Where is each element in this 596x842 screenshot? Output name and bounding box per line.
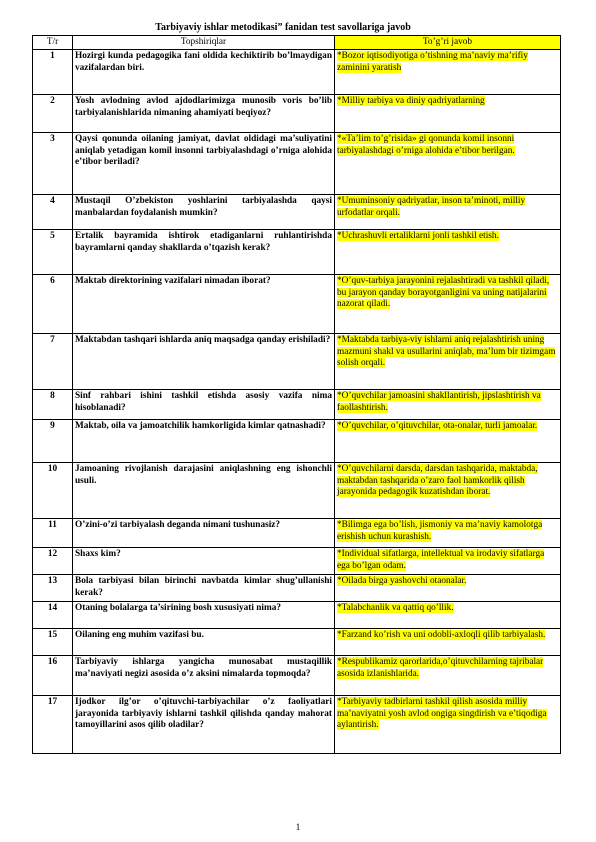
answer-text: *O’quvchilar, o’qituvchilar, ota-onalar, turli jamoalar.: [337, 421, 538, 431]
row-number: 4: [33, 195, 73, 230]
page-number: 1: [295, 823, 301, 833]
answer-text: *Umuminsoniy qadriyatlar, inson ta’minoti, milliy urfodatlar orqali.: [337, 196, 526, 218]
row-number: 12: [33, 548, 73, 575]
answer-text: *O’quvchilar jamoasini shakllantirish, jipslashtirish va faollashtirish.: [337, 391, 541, 413]
answer-text: *Farzand ko’rish va uni odobli-axloqli qilib tarbiyalash.: [337, 630, 546, 640]
table-row: [33, 334, 561, 390]
table-row: [33, 420, 561, 463]
table-row: [33, 133, 561, 195]
page-title: Tarbiyaviy ishlar metodikasi” fanidan test savollariga javob: [155, 22, 411, 33]
table-row: [33, 275, 561, 334]
table-row: [33, 602, 561, 629]
answer-text: *«Ta’lim to’g’risida» gi qonunda komil insonni tarbiyalashdagi o’rniga alohida e’tibor berilgan.: [337, 134, 515, 156]
table-row: [33, 390, 561, 420]
table-row: [33, 696, 561, 754]
table-row: [33, 50, 561, 95]
answer-text: *Bozor iqtisodiyotiga o’tishning ma’naviy ma’rifiy zaminini yaratish: [337, 51, 528, 73]
row-number: 10: [33, 463, 73, 519]
row-number: 1: [33, 50, 73, 95]
question-text: Bola tarbiyasi bilan birinchi navbatda kimlar shug’ullanishi kerak?: [73, 575, 335, 602]
answer-text: *Bilimga ega bo’lish, jismoniy va ma’naviy kamolotga erishish uchun kurashish.: [337, 520, 543, 542]
qa-table: [32, 35, 561, 754]
answer-text: *Tarbiyaviy tadbirlarni tashkil qilish asosida milliy ma’naviyatni yosh avlod ongiga singdirish va e’tiqodiga aylantirish.: [337, 697, 547, 731]
row-number: 9: [33, 420, 73, 463]
row-number: 11: [33, 519, 73, 548]
row-number: 6: [33, 275, 73, 334]
question-text: Jamoaning rivojlanish darajasini aniqlashning eng ishonchli usuli.: [73, 463, 335, 519]
answer-text: *Talabchanlik va qattiq qo’llik.: [337, 603, 454, 613]
question-text: Mustaqil O’zbekiston yoshlarini tarbiyalashda qaysi manbalardan foydalanish mumkin?: [73, 195, 335, 230]
answer-text: *Uchrashuvli ertaliklarni jonli tashkil etish.: [337, 231, 499, 241]
question-text: Tarbiyaviy ishlarga yangicha munosabat mustaqillik ma’naviyati negizi asosida o’z aksini nimalarda topmoqda?: [73, 656, 335, 696]
question-text: Maktabdan tashqari ishlarda aniq maqsadga qanday erishiladi?: [73, 334, 335, 390]
row-number: 13: [33, 575, 73, 602]
table-row: [33, 195, 561, 230]
table-row: [33, 656, 561, 696]
row-number: 2: [33, 95, 73, 133]
row-number: 7: [33, 334, 73, 390]
question-text: Ijodkor ilg’or o’qituvchi-tarbiyachilar o’z faoliyatlari jarayonida tarbiyaviy ishlarni tashkil qilishda qanday mahorat tamoyillarini asos qilib oladilar?: [73, 696, 335, 754]
question-text: Maktab direktorining vazifalari nimadan iborat?: [73, 275, 335, 334]
answer-text: *Oilada birga yashovchi otaonalar.: [337, 576, 467, 586]
question-text: Sinf rahbari ishini tashkil etishda asosiy vazifa nima hisoblanadi?: [73, 390, 335, 420]
row-number: 17: [33, 696, 73, 754]
question-text: Maktab, oila va jamoatchilik hamkorligida kimlar qatnashadi?: [73, 420, 335, 463]
header-num: T/r: [33, 36, 73, 50]
question-text: Qaysi qonunda oilaning jamiyat, davlat oldidagi ma’suliyatini aniqlab yetadigan komil insonni tarbiyalashdagi o’rniga alohida e’tibor beriladi?: [73, 133, 335, 195]
table-row: [33, 519, 561, 548]
row-number: 15: [33, 629, 73, 656]
row-number: 8: [33, 390, 73, 420]
answer-text: *O’quv-tarbiya jarayonini rejalashtiradi va tashkil qiladi, bu jarayon qanday borayotganligini va uning natijalarini nazorat qiladi.: [337, 276, 550, 310]
answer-text: *Respublikamiz qarorlarida,o’qituvchilarning tajribalar asosida izlanishlarida.: [337, 657, 544, 679]
question-text: Ertalik bayramida ishtirok etadiganlarni ruhlantirishda bayramlarni qanday shakllarda o’tqazish kerak?: [73, 230, 335, 275]
question-text: Yosh avlodning avlod ajdodlarimizga munosib voris bo’lib tarbiyalanishlarida nimaning ahamiyati beqiyoz?: [73, 95, 335, 133]
table-row: [33, 575, 561, 602]
question-text: Hozirgi kunda pedagogika fani oldida kechiktirib bo’lmaydigan vazifalardan biri.: [73, 50, 335, 95]
answer-text: *Milliy tarbiya va diniy qadriyatlarning: [337, 96, 485, 106]
table-row: [33, 95, 561, 133]
table-header-row: [33, 36, 561, 50]
header-task: Topshiriqlar: [73, 36, 335, 50]
table-row: [33, 548, 561, 575]
answer-text: *Maktabda tarbiya-viy ishlarni aniq rejalashtirish uning mazmuni shakl va usullarini aniqlab, ma’lum bir tizimgam solish orqali.: [337, 335, 556, 369]
question-text: Otaning bolalarga ta’sirining bosh xususiyati nima?: [73, 602, 335, 629]
answer-text: *O’quvchilarni darsda, darsdan tashqarida, maktabda, maktabdan tashqarida o’zaro faol hamkorlik qilish jarayonida pedagogik kuzatishdan iborat.: [337, 464, 538, 498]
answer-text: *Individual sifatlarga, intellektual va irodaviy sifatlarga ega bo’lgan odam.: [337, 549, 545, 571]
table-row: [33, 463, 561, 519]
row-number: 16: [33, 656, 73, 696]
row-number: 5: [33, 230, 73, 275]
table-row: [33, 629, 561, 656]
question-text: O’zini-o’zi tarbiyalash deganda nimani tushunasiz?: [73, 519, 335, 548]
table-row: [33, 230, 561, 275]
row-number: 3: [33, 133, 73, 195]
question-text: Oilaning eng muhim vazifasi bu.: [73, 629, 335, 656]
row-number: 14: [33, 602, 73, 629]
header-answer: To’g’ri javob: [335, 36, 561, 50]
question-text: Shaxs kim?: [73, 548, 335, 575]
